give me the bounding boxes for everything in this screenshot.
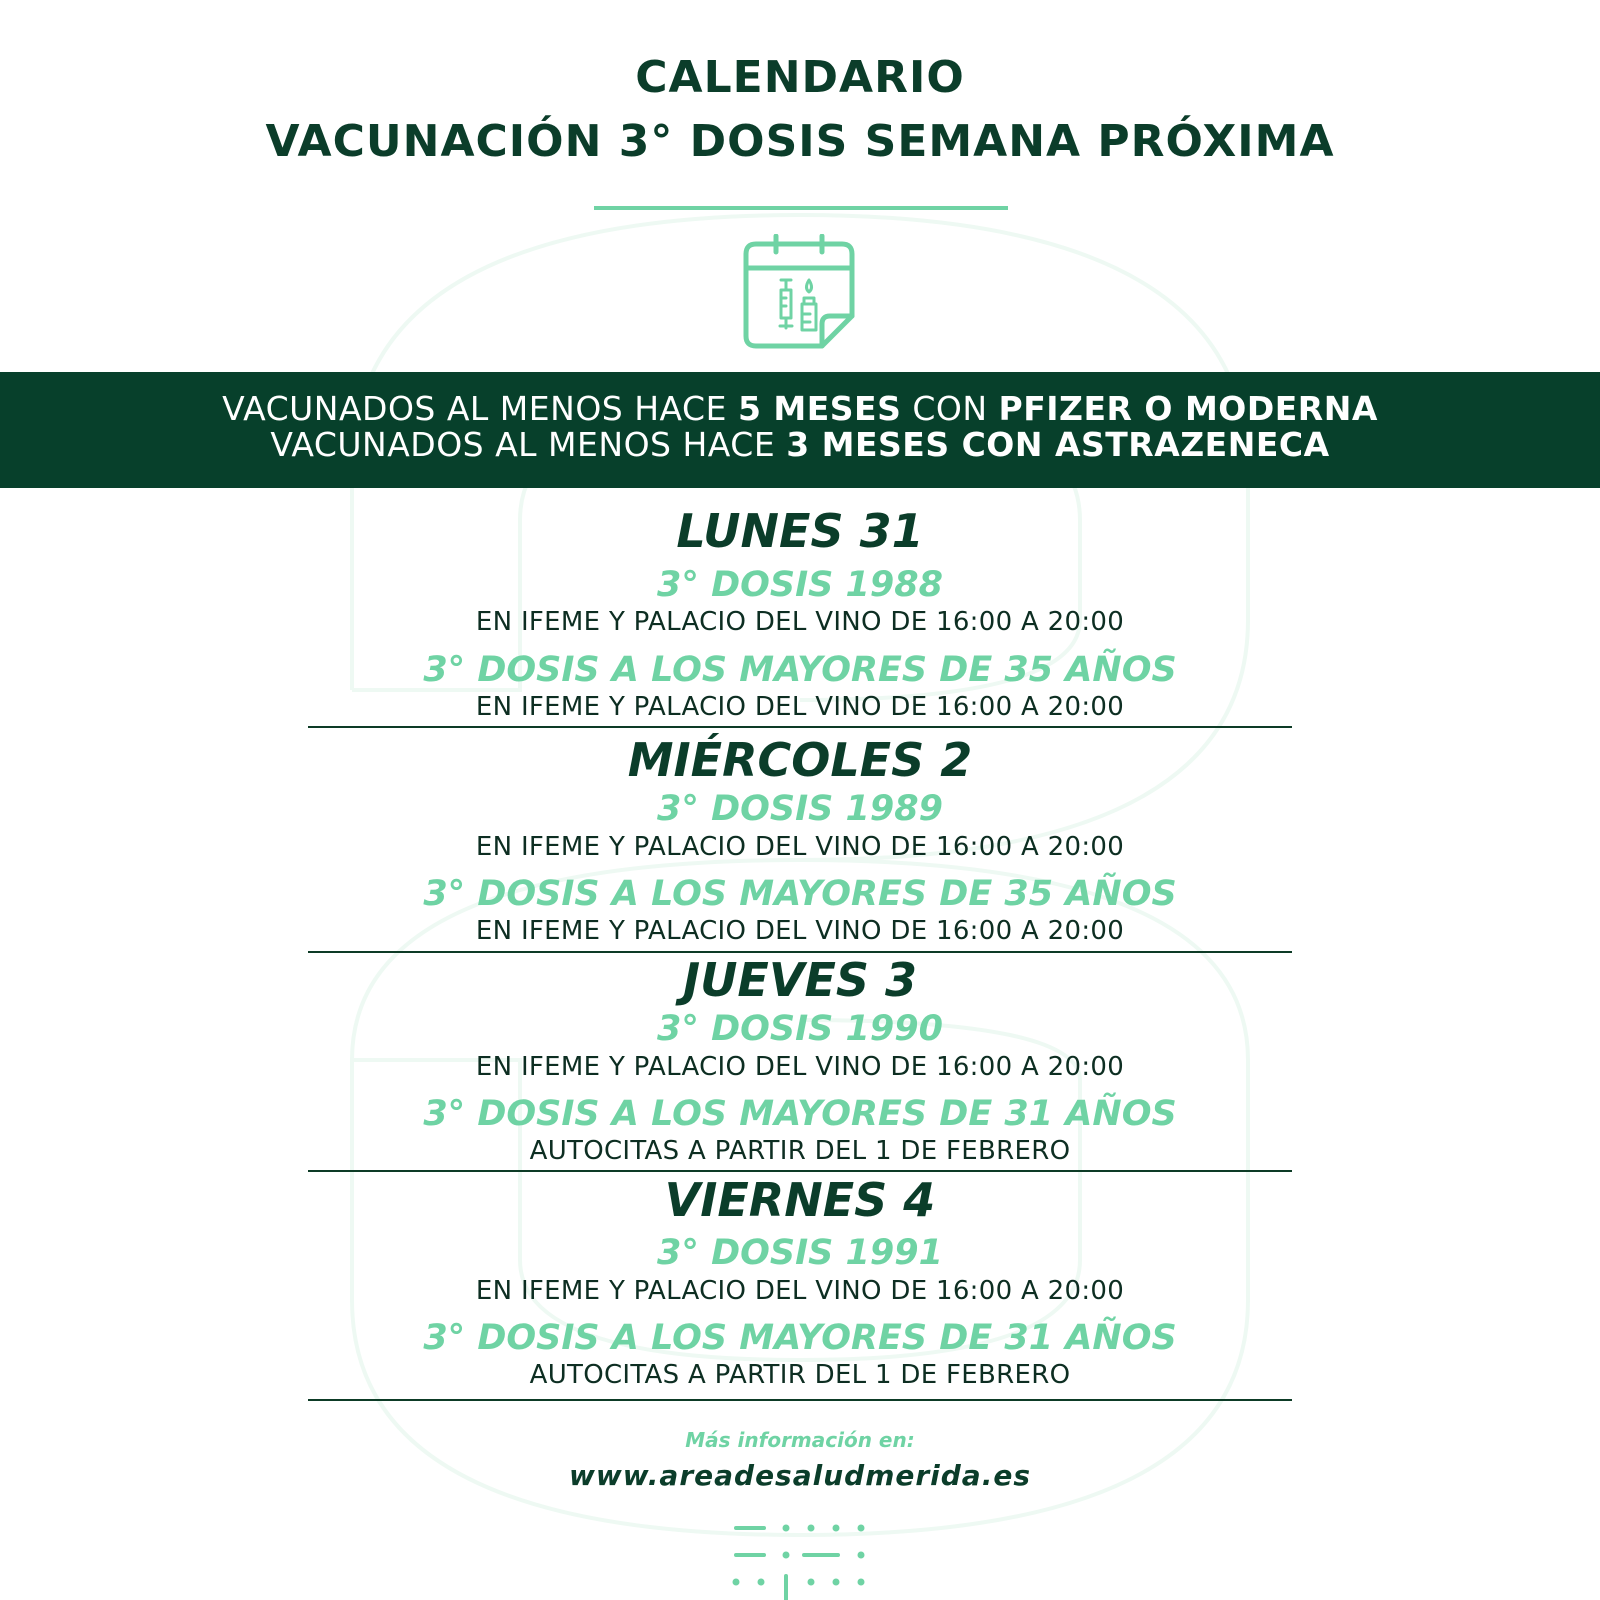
dose-cohort-year: 3° DOSIS 1990 — [657, 1009, 943, 1049]
day-heading-miercoles: MIÉRCOLES 2 — [627, 733, 973, 787]
title-divider — [594, 206, 1008, 210]
section-divider — [308, 1399, 1292, 1401]
website-link[interactable]: www.areadesaludmerida.es — [568, 1459, 1031, 1492]
dose-location: EN IFEME Y PALACIO DEL VINO DE 16:00 A 20:00 — [475, 832, 1125, 862]
day-heading-viernes: VIERNES 4 — [664, 1173, 936, 1227]
dose-cohort-age: 3° DOSIS A LOS MAYORES DE 31 AÑOS — [423, 1318, 1177, 1358]
more-info-label: Más información en: — [685, 1428, 915, 1452]
dose-location: EN IFEME Y PALACIO DEL VINO DE 16:00 A 20:00 — [475, 692, 1125, 722]
eligibility-line-astrazeneca: VACUNADOS AL MENOS HACE 3 MESES CON ASTRAZENECA — [270, 425, 1330, 464]
dose-cohort-year: 3° DOSIS 1988 — [657, 565, 943, 605]
dose-location: EN IFEME Y PALACIO DEL VINO DE 16:00 A 20:00 — [475, 1276, 1125, 1306]
dose-location: EN IFEME Y PALACIO DEL VINO DE 16:00 A 20:00 — [475, 916, 1125, 946]
eligibility-line-pfizer-moderna: VACUNADOS AL MENOS HACE 5 MESES CON PFIZER O MODERNA — [222, 389, 1378, 428]
dose-autocitas: AUTOCITAS A PARTIR DEL 1 DE FEBRERO — [529, 1360, 1071, 1390]
dose-cohort-year: 3° DOSIS 1989 — [657, 789, 943, 829]
dotted-logo-icon — [726, 1518, 874, 1600]
dose-cohort-year: 3° DOSIS 1991 — [657, 1233, 943, 1273]
dose-cohort-age: 3° DOSIS A LOS MAYORES DE 35 AÑOS — [423, 650, 1177, 690]
dose-location: EN IFEME Y PALACIO DEL VINO DE 16:00 A 20:00 — [475, 607, 1125, 637]
dose-autocitas: AUTOCITAS A PARTIR DEL 1 DE FEBRERO — [529, 1136, 1071, 1166]
calendar-vaccine-icon — [742, 234, 858, 352]
day-heading-lunes: LUNES 31 — [676, 504, 924, 558]
dose-cohort-age: 3° DOSIS A LOS MAYORES DE 35 AÑOS — [423, 874, 1177, 914]
dose-cohort-age: 3° DOSIS A LOS MAYORES DE 31 AÑOS — [423, 1094, 1177, 1134]
section-divider — [308, 1170, 1292, 1172]
page-title: CALENDARIO — [635, 52, 965, 103]
section-divider — [308, 726, 1292, 728]
eligibility-banner — [0, 372, 1600, 488]
day-heading-jueves: JUEVES 3 — [682, 953, 918, 1007]
page-subtitle: VACUNACIÓN 3° DOSIS SEMANA PRÓXIMA — [265, 116, 1335, 167]
dose-location: EN IFEME Y PALACIO DEL VINO DE 16:00 A 20:00 — [475, 1052, 1125, 1082]
